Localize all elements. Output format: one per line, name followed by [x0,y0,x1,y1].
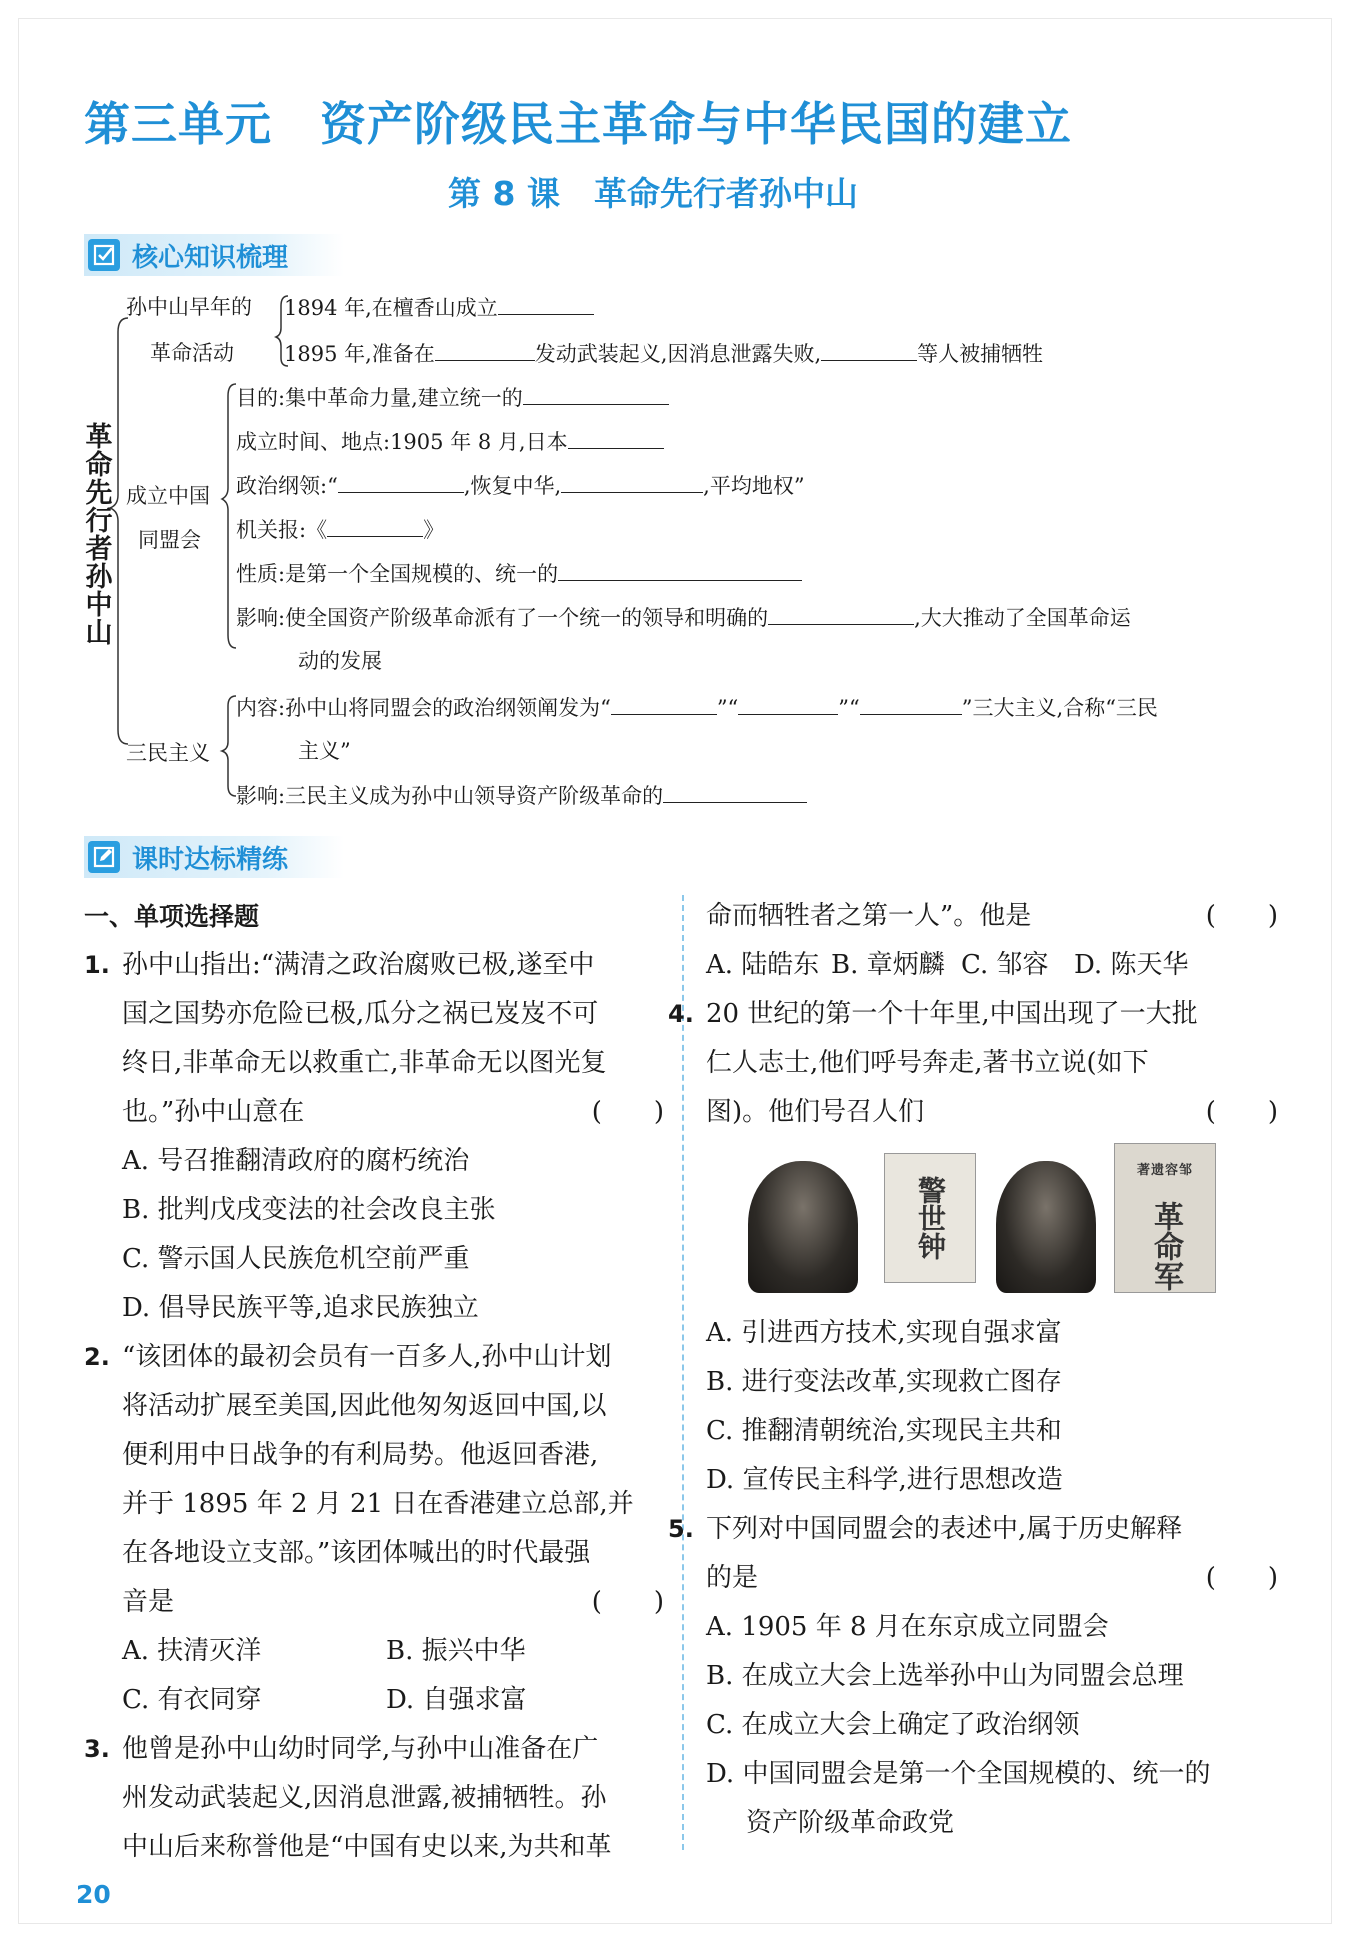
option-c[interactable]: C. 邹容 [961,950,1049,980]
tmh-label-2: 同盟会 [138,528,201,552]
early-label-1: 孙中山早年的 [126,295,252,319]
option-a[interactable]: A. 1905 年 8 月在东京成立同盟会 [706,1612,1109,1642]
blank[interactable] [860,692,962,715]
blank[interactable] [327,514,423,537]
questions-right-column: 命而牺牲者之第一人”。他是 ( ) A. 陆皓东 B. 章炳麟 C. 邹容 D. 陈天华 4. 20 世纪的第一个十年里,中国出现了一大批 仁人志士,他们呼号奔走,著书立说(如下 图)。他们号召人们 ( ) 警世钟 著遗容邹 革命军 A. 引进西方技术,实现自强求富 B. 进行变法改革,实现救亡图存 C. 推翻清朝统治,实现民主共和 D. 宣传民主科学,进行思想改造 5. 下列对中国同盟会的表述中,属于历史解释 的是 ( ) A. 1905 年 8 月在东京成立同盟会 B. 在成立大会上选举孙中山为同盟会总理 C. 在成立大会上确定了政治纲领 D. 中国同盟会是第一个全国规模的、统一的 资产阶级革命政党 [706,892,1278,1848]
tmh-goal: 目的:集中革命力量,建立统一的 [236,382,669,413]
option-b[interactable]: B. 在成立大会上选举孙中山为同盟会总理 [706,1661,1184,1691]
tree-root-label: 革 命 先 行 者 孙 中 山 [85,422,113,649]
section-head-practice [84,836,344,878]
option-d[interactable]: D. 中国同盟会是第一个全国规模的、统一的 [706,1759,1211,1789]
sanmin-impact: 影响:三民主义成为孙中山领导资产阶级革命的 [236,780,807,811]
option-d-cont: 资产阶级革命政党 [746,1808,955,1838]
question-number: 4. [668,1000,694,1028]
blank[interactable] [768,602,914,625]
blank[interactable] [738,692,838,715]
blank[interactable] [568,426,664,449]
option-a[interactable]: A. 陆皓东 [706,950,820,980]
question-1: 1. 孙中山指出:“满清之政治腐败已极,遂至中 国之国势亦危险已极,瓜分之祸已岌岌不可 终日,非革命无以救重亡,非革命无以图光复 也。”孙中山意在 ( ) A. 号召推翻清政府的腐朽统治 B. 批判戊戌变法的社会改良主张 C. 警示国人民族危机空前严重 D. 倡导民族平等,追求民族独立 [84,941,664,1333]
blank[interactable] [663,780,807,803]
early-item-2: 1895 年,准备在 发动武装起义,因消息泄露失败, 等人被捕牺牲 [284,338,1043,369]
pencil-icon [88,841,120,873]
option-d[interactable]: D. 宣传民主科学,进行思想改造 [706,1465,1063,1495]
answer-paren[interactable]: ( ) [1205,1563,1278,1593]
blank[interactable] [821,338,917,361]
section-title: 课时达标精练 [132,844,289,875]
option-b[interactable]: B. 振兴中华 [386,1636,526,1666]
tmh-program: 政治纲领:“ ,恢复中华, ,平均地权” [236,470,805,501]
blank[interactable] [561,470,703,493]
blank[interactable] [611,692,717,715]
question-number: 3. [84,1735,110,1763]
section-title: 核心知识梳理 [132,242,289,273]
question-number: 1. [84,951,110,979]
knowledge-tree [0,0,1350,820]
option-a[interactable]: A. 引进西方技术,实现自强求富 [706,1318,1062,1348]
early-label-2: 革命活动 [150,341,234,365]
book-cover-1: 警世钟 [884,1153,976,1283]
option-c[interactable]: C. 在成立大会上确定了政治纲领 [706,1710,1080,1740]
option-c[interactable]: C. 警示国人民族危机空前严重 [122,1244,470,1274]
unit-title: 第三单元 资产阶级民主革命与中华民国的建立 [84,97,1072,151]
sanmin-content: 内容:孙中山将同盟会的政治纲领阐发为“ ”“ ”“ ”三大主义,合称“三民 [236,692,1158,723]
sanmin-label: 三民主义 [126,741,210,765]
option-b[interactable]: B. 进行变法改革,实现救亡图存 [706,1367,1062,1397]
answer-paren[interactable]: ( ) [1205,1097,1278,1127]
book-cover-2: 著遗容邹 革命军 [1114,1143,1216,1293]
blank[interactable] [498,292,594,315]
question-3: 3. 他曾是孙中山幼时同学,与孙中山准备在广 州发动武装起义,因消息泄露,被捕牺牲。孙 中山后来称誉他是“中国有史以来,为共和革 [84,1725,664,1872]
tmh-impact-cont: 动的发展 [298,649,382,673]
lesson-title: 第 8 课 革命先行者孙中山 [448,174,858,213]
option-b[interactable]: B. 章炳麟 [831,950,945,980]
option-b[interactable]: B. 批判戊戌变法的社会改良主张 [122,1195,496,1225]
option-c[interactable]: C. 有衣同穿 [122,1685,262,1715]
blank[interactable] [435,338,535,361]
question-number: 5. [668,1515,694,1543]
portrait-photo-2 [996,1161,1096,1293]
question-4: 4. 20 世纪的第一个十年里,中国出现了一大批 仁人志士,他们呼号奔走,著书立说(如下 图)。他们号召人们 ( ) 警世钟 著遗容邹 革命军 A. 引进西方技术,实现自强求富 B. 进行变法改革,实现救亡图存 C. 推翻清朝统治,实现民主共和 D. 宣传民主科学,进行思想改造 [668,990,1278,1505]
early-item-1: 1894 年,在檀香山成立 [284,292,594,323]
option-c[interactable]: C. 推翻清朝统治,实现民主共和 [706,1416,1062,1446]
answer-paren[interactable]: ( ) [1205,901,1278,931]
question-4-figure [668,1143,1278,1303]
question-2: 2. “该团体的最初会员有一百多人,孙中山计划 将活动扩展至美国,因此他匆匆返回中国,以 便利用中日战争的有利局势。他返回香港, 并于 1895 年 2 月 21 日在香港建立总部,并 在各地设立支部。”该团体喊出的时代最强 音是 ( ) A. 扶清灭洋 B. 振兴中华 C. 有衣同穿 D. 自强求富 [84,1333,664,1725]
tmh-time: 成立时间、地点:1905 年 8 月,日本 [236,426,664,457]
portrait-photo-1 [748,1161,858,1293]
option-d[interactable]: D. 倡导民族平等,追求民族独立 [122,1293,479,1323]
page-number: 20 [76,1880,111,1909]
option-a[interactable]: A. 扶清灭洋 [122,1636,262,1666]
blank[interactable] [558,558,802,581]
option-a[interactable]: A. 号召推翻清政府的腐朽统治 [122,1146,470,1176]
questions-left-column [84,892,664,1872]
answer-paren[interactable]: ( ) [591,1097,664,1127]
tmh-paper: 机关报:《 》 [236,514,444,545]
option-d[interactable]: D. 陈天华 [1074,950,1189,980]
question-5: 5. 下列对中国同盟会的表述中,属于历史解释 的是 ( ) A. 1905 年 8 月在东京成立同盟会 B. 在成立大会上选举孙中山为同盟会总理 C. 在成立大会上确定了政治纲领 D. 中国同盟会是第一个全国规模的、统一的 资产阶级革命政党 [668,1505,1278,1848]
blank[interactable] [523,382,669,405]
tmh-label-1: 成立中国 [126,484,210,508]
sanmin-content-cont: 主义” [298,739,351,763]
question-number: 2. [84,1343,110,1371]
tmh-impact: 影响:使全国资产阶级革命派有了一个统一的领导和明确的 ,大大推动了全国革命运 [236,602,1131,633]
blank[interactable] [338,470,464,493]
tmh-nature: 性质:是第一个全国规模的、统一的 [236,558,802,589]
answer-paren[interactable]: ( ) [591,1587,664,1617]
question-type-heading: 一、单项选择题 [84,902,260,931]
option-d[interactable]: D. 自强求富 [386,1685,527,1715]
